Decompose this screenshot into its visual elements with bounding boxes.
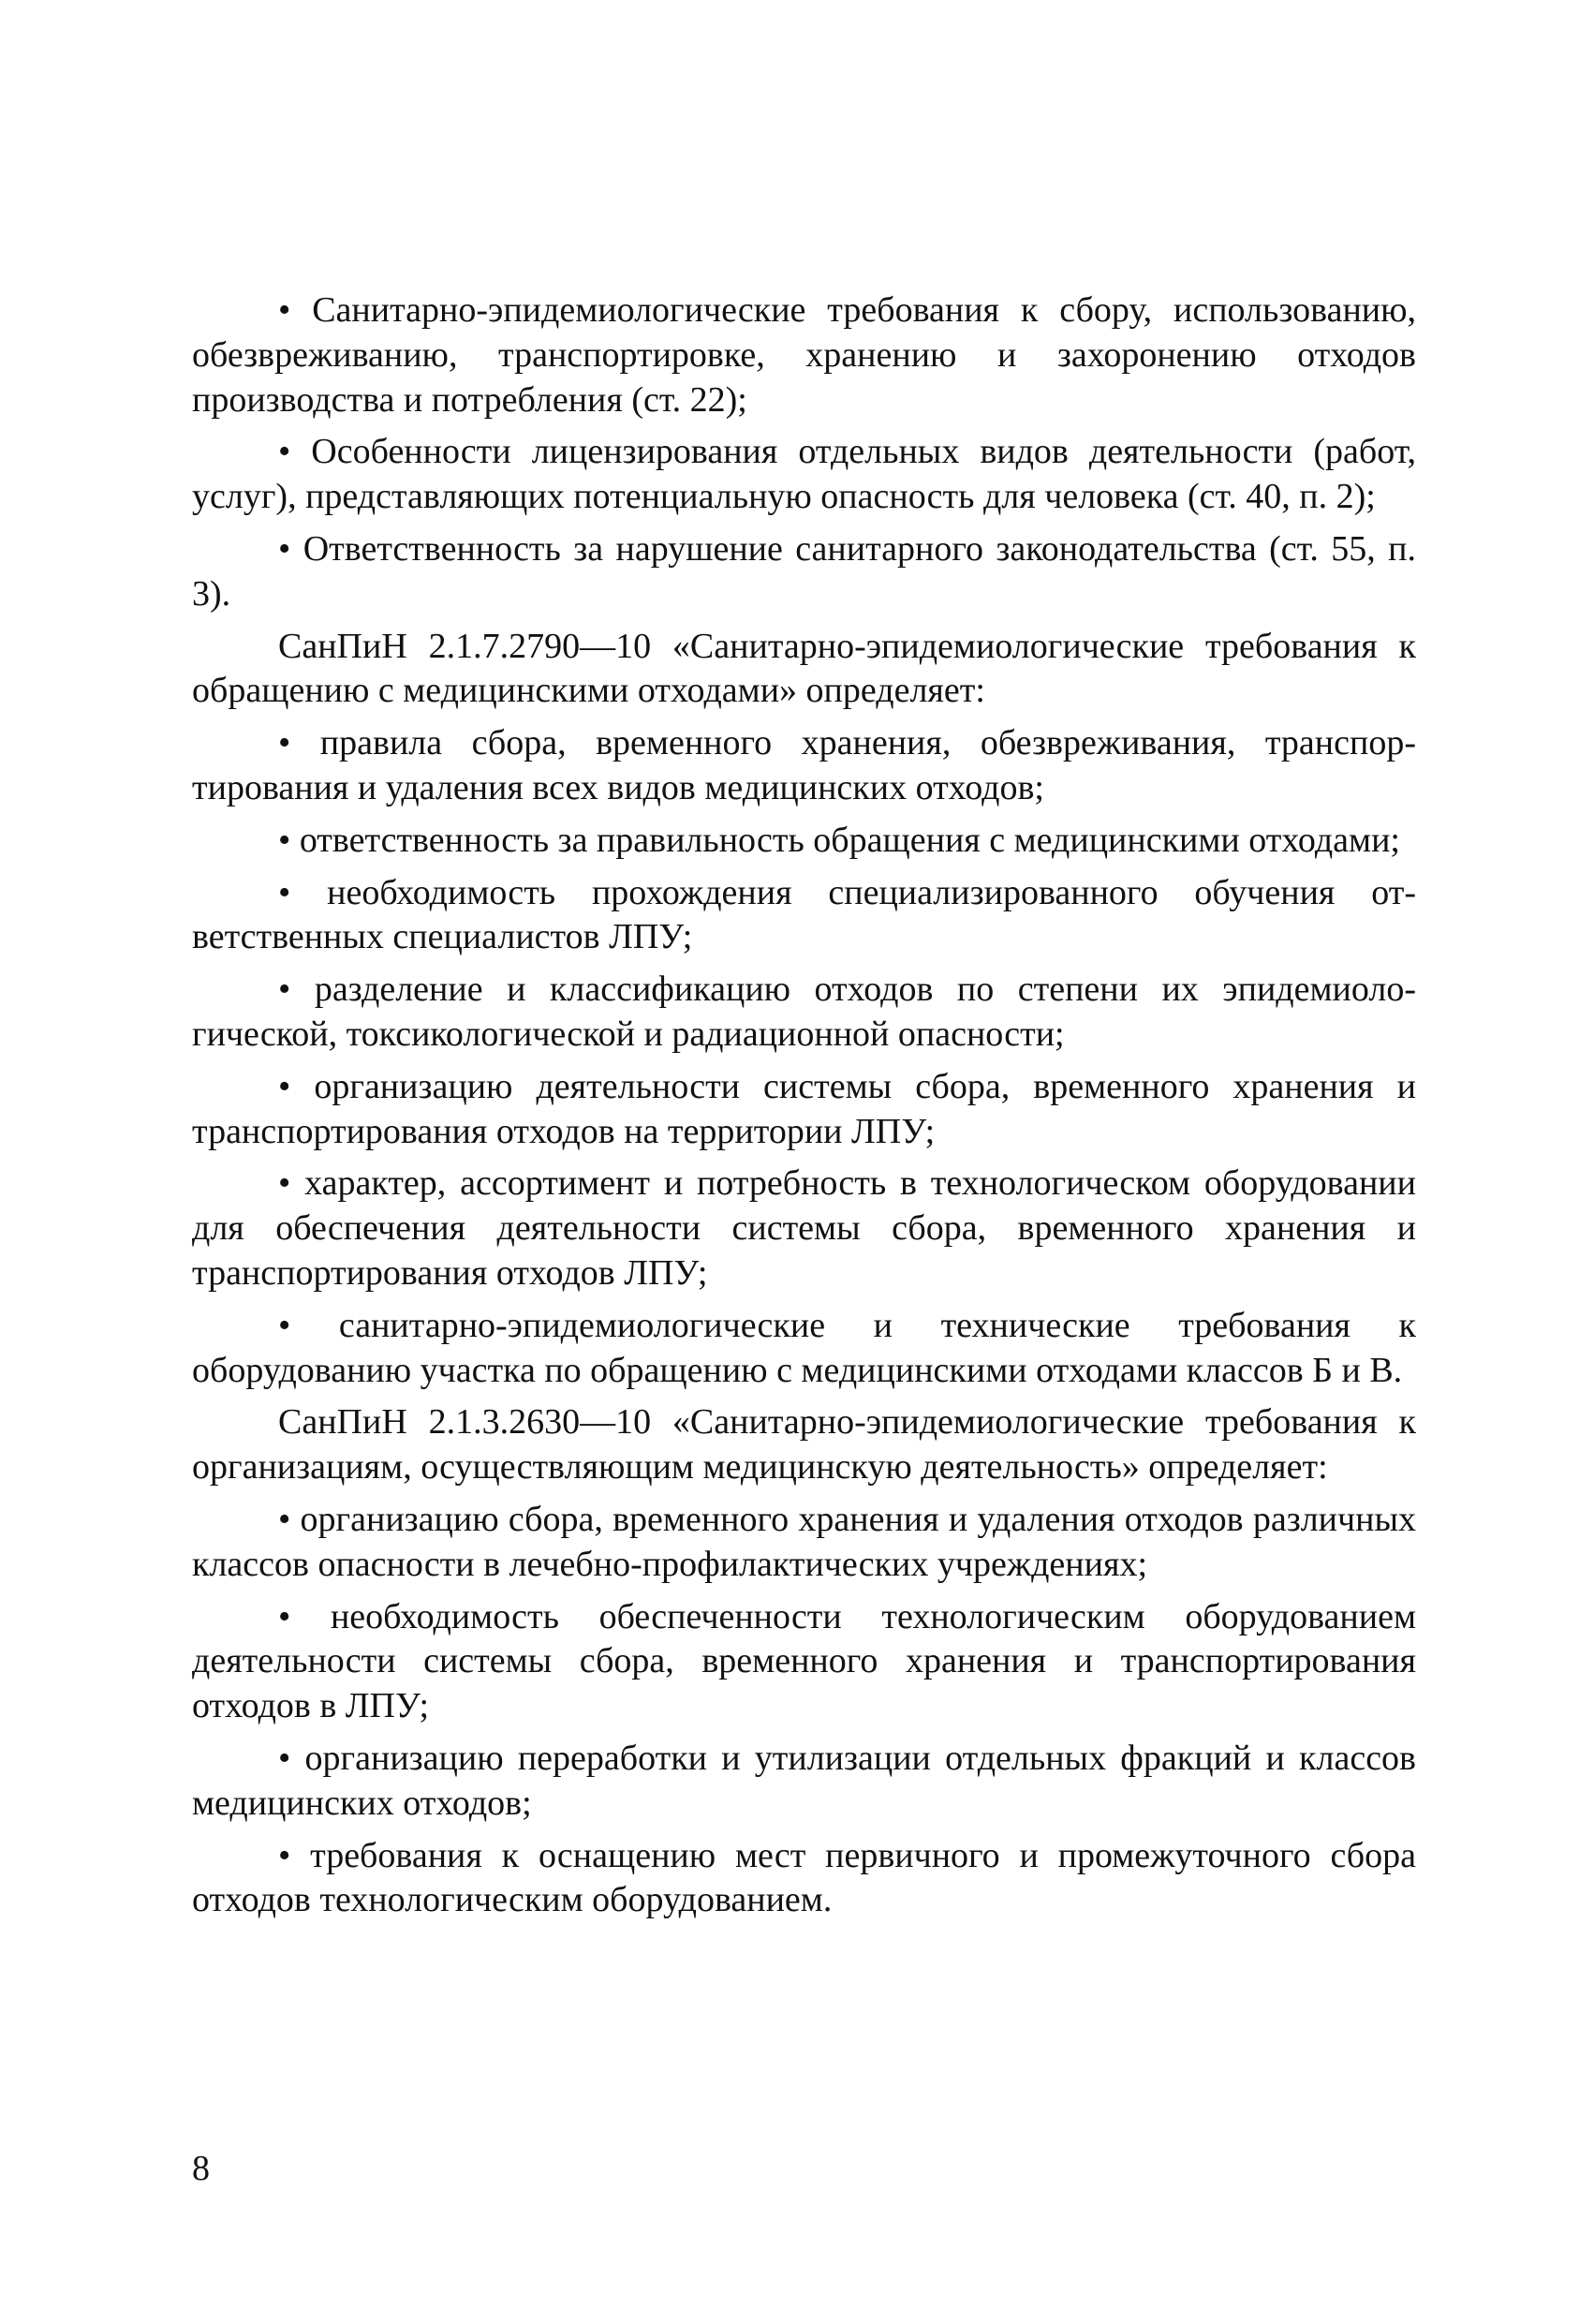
list-item: • Санитарно-эпидемиологические требования к сбору, использованию, обезвреживанию, транспортировке, хранению и захоронению отходов производства и потребления (ст. 22); xyxy=(192,289,1416,422)
section-3 xyxy=(192,1400,1416,1923)
page-number: 8 xyxy=(192,2149,210,2188)
list-item: • требования к оснащению мест первичного и промежуточного сбора отходов технологическим оборудованием. xyxy=(192,1834,1416,1924)
list-item: • Особенности лицензирования отдельных видов деятельности (работ, услуг), представляющих потенциальную опасность для человека (ст. 40, п. 2); xyxy=(192,430,1416,520)
list-item: • правила сбора, временного хранения, обезвреживания, транспортирования и удаления всех видов медицинских отходов; xyxy=(192,721,1416,811)
paragraph-intro: СанПиН 2.1.7.2790—10 «Санитарно-эпидемиологические требования к обращению с медицинскими отходами» определяет: xyxy=(192,626,1416,711)
list-item: • разделение и классификацию отходов по степени их эпидемиологической, токсикологической и радиационной опасности; xyxy=(192,968,1416,1058)
list-item: • организацию деятельности системы сбора, временного хранения и транспортирования отходов на территории ЛПУ; xyxy=(192,1065,1416,1155)
list-item: • характер, ассортимент и потребность в технологическом оборудовании для обеспечения деятельности системы сбора, временного хранения и транспортирования отходов ЛПУ; xyxy=(192,1162,1416,1295)
list-item: • Ответственность за нарушение санитарного законодательства (ст. 55, п. 3). xyxy=(192,527,1416,617)
section-1 xyxy=(192,289,1416,617)
paragraph-intro: СанПиН 2.1.3.2630—10 «Санитарно-эпидемиологические требования к организациям, осуществляющим медицинскую деятельность» определяет: xyxy=(192,1402,1416,1488)
document-body xyxy=(192,289,1416,1931)
section-2 xyxy=(192,625,1416,1394)
list-item: • необходимость прохождения специализированного обучения ответственных специалистов ЛПУ; xyxy=(192,871,1416,961)
list-item: • организацию сбора, временного хранения и удаления отходов различных классов опасности в лечебно-профилактических учреждениях; xyxy=(192,1498,1416,1588)
list-item: • организацию переработки и утилизации отдельных фракций и классов медицинских отходов; xyxy=(192,1737,1416,1827)
list-item: • ответственность за правильность обращения с медицинскими отходами; xyxy=(192,819,1416,864)
list-item: • санитарно-эпидемиологические и технические требования к оборудованию участка по обращению с медицинскими отходами классов Б и В. xyxy=(192,1304,1416,1394)
list-item: • необходимость обеспеченности технологическим оборудованием деятельности системы сбора, временного хранения и транспортирования отходов в ЛПУ; xyxy=(192,1595,1416,1729)
